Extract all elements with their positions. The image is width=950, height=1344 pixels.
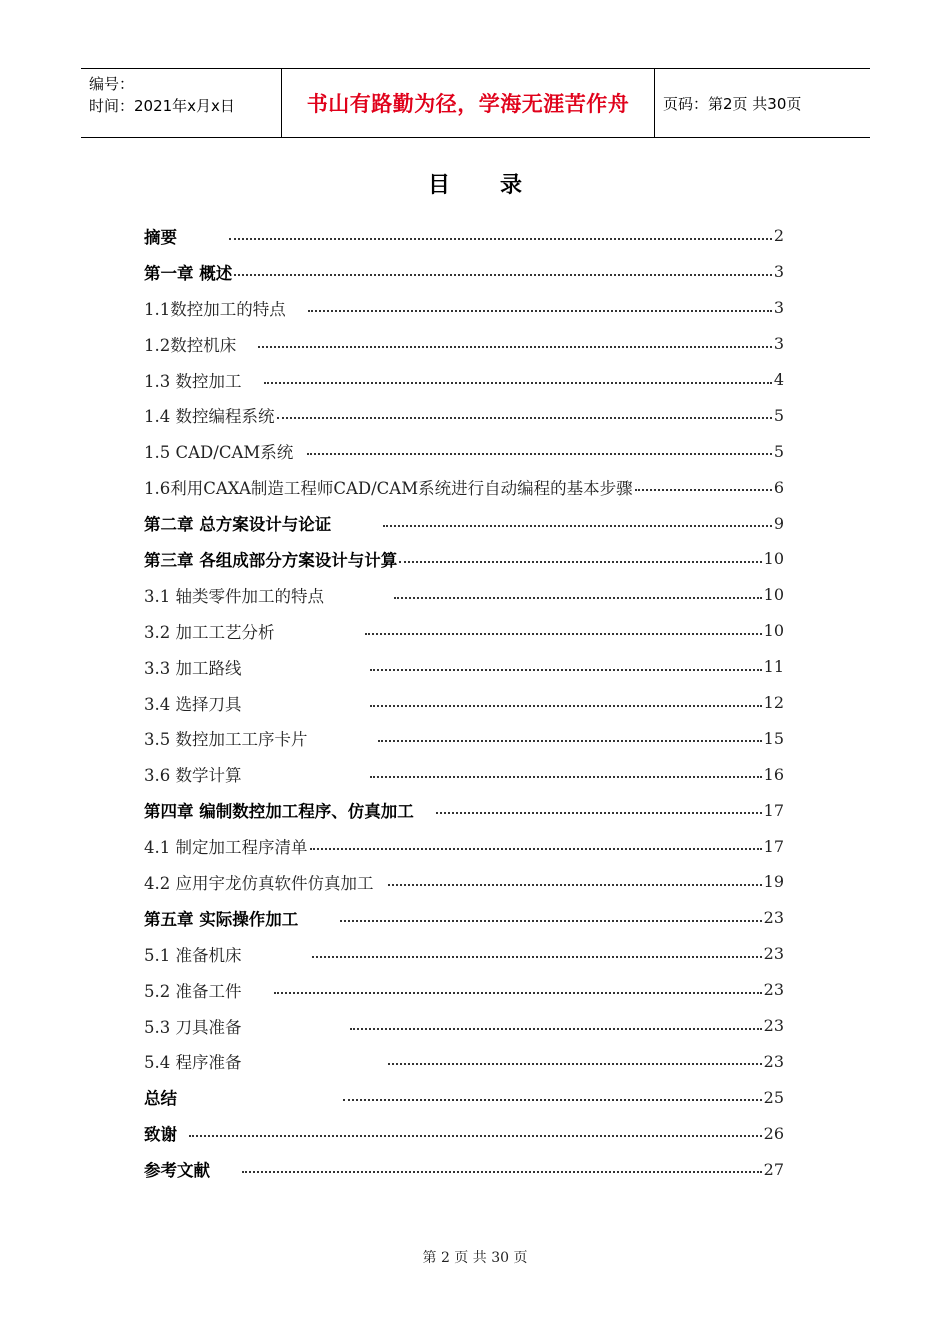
toc-entry-label: 第四章 编制数控加工程序、仿真加工 — [144, 802, 414, 822]
toc-entry-label: 5.2 准备工件 — [144, 981, 242, 1001]
toc-dot-leader — [307, 453, 772, 455]
toc-dot-leader — [370, 705, 762, 707]
toc-entry[interactable] — [144, 900, 784, 936]
toc-entry-label: 致谢 — [144, 1125, 177, 1145]
toc-entry-label: 参考文献 — [144, 1161, 210, 1181]
toc-entry-page: 9 — [773, 513, 784, 533]
toc-entry-label: 第一章 概述 — [144, 263, 233, 283]
table-of-contents — [144, 218, 784, 1187]
toc-entry-label: 3.5 数控加工工序卡片 — [144, 730, 308, 750]
toc-entry-label: 3.6 数学计算 — [144, 766, 242, 786]
toc-entry-page: 25 — [763, 1087, 784, 1107]
toc-entry-page: 23 — [763, 944, 784, 964]
toc-entry-page: 19 — [763, 872, 784, 892]
toc-entry-page: 10 — [763, 621, 784, 641]
toc-dot-leader — [310, 848, 762, 850]
toc-entry-page: 5 — [773, 441, 784, 461]
toc-entry-page: 27 — [763, 1159, 784, 1179]
toc-dot-leader — [343, 1099, 762, 1101]
toc-entry-label: 1.4 数控编程系统 — [144, 407, 275, 427]
toc-dot-leader — [378, 740, 762, 742]
toc-dot-leader — [436, 812, 762, 814]
toc-entry-label: 5.4 程序准备 — [144, 1053, 242, 1073]
header-meta — [89, 73, 279, 117]
toc-dot-leader — [370, 669, 762, 671]
toc-entry[interactable] — [144, 720, 784, 756]
toc-dot-leader — [242, 1171, 762, 1173]
toc-entry[interactable] — [144, 469, 784, 505]
toc-entry-label: 3.1 轴类零件加工的特点 — [144, 586, 324, 606]
toc-entry-page: 23 — [763, 908, 784, 928]
toc-entry-page: 16 — [763, 764, 784, 784]
toc-entry-label: 5.1 准备机床 — [144, 945, 242, 965]
toc-entry-label: 1.3 数控加工 — [144, 371, 242, 391]
toc-entry-page: 26 — [763, 1123, 784, 1143]
toc-entry-label: 4.1 制定加工程序清单 — [144, 838, 308, 858]
toc-entry[interactable] — [144, 1079, 784, 1115]
toc-entry[interactable] — [144, 613, 784, 649]
toc-entry-label: 1.1数控加工的特点 — [144, 299, 286, 319]
toc-entry[interactable] — [144, 541, 784, 577]
toc-entry[interactable] — [144, 433, 784, 469]
toc-entry[interactable] — [144, 1008, 784, 1044]
toc-entry-page: 3 — [773, 334, 784, 354]
toc-dot-leader — [258, 346, 772, 348]
toc-entry-label: 3.4 选择刀具 — [144, 694, 242, 714]
toc-entry[interactable] — [144, 972, 784, 1008]
toc-dot-leader — [388, 884, 762, 886]
toc-entry[interactable] — [144, 254, 784, 290]
toc-entry-page: 3 — [773, 262, 784, 282]
toc-dot-leader — [312, 956, 762, 958]
toc-entry[interactable] — [144, 290, 784, 326]
toc-entry-label: 1.5 CAD/CAM系统 — [144, 443, 294, 463]
toc-entry[interactable] — [144, 649, 784, 685]
page-header — [81, 68, 870, 138]
toc-dot-leader — [189, 1135, 762, 1137]
toc-entry-page: 23 — [763, 980, 784, 1000]
toc-entry[interactable] — [144, 756, 784, 792]
toc-entry[interactable] — [144, 1115, 784, 1151]
toc-entry-label: 4.2 应用宇龙仿真软件仿真加工 — [144, 873, 374, 893]
toc-entry[interactable] — [144, 828, 784, 864]
toc-entry[interactable] — [144, 505, 784, 541]
toc-entry-page: 23 — [763, 1016, 784, 1036]
toc-entry[interactable] — [144, 792, 784, 828]
toc-entry-page: 23 — [763, 1051, 784, 1071]
toc-entry-page: 10 — [763, 585, 784, 605]
toc-dot-leader — [370, 776, 762, 778]
toc-entry-page: 4 — [773, 370, 784, 389]
toc-entry[interactable] — [144, 1043, 784, 1079]
toc-entry-label: 总结 — [144, 1089, 177, 1109]
toc-entry-label: 第二章 总方案设计与论证 — [144, 515, 332, 535]
toc-dot-leader — [277, 417, 772, 419]
toc-entry-page: 12 — [763, 693, 784, 713]
toc-entry-label: 5.3 刀具准备 — [144, 1017, 242, 1037]
toc-dot-leader — [635, 489, 772, 491]
toc-entry-page: 2 — [773, 226, 784, 246]
toc-entry-label: 1.2数控机床 — [144, 335, 237, 355]
toc-entry-label: 摘要 — [144, 227, 177, 247]
toc-entry[interactable] — [144, 577, 784, 613]
toc-dot-leader — [229, 238, 772, 240]
toc-entry-page: 10 — [763, 549, 784, 569]
toc-entry[interactable] — [144, 1151, 784, 1187]
toc-entry-page: 6 — [773, 477, 784, 497]
toc-entry-page: 17 — [763, 836, 784, 856]
toc-dot-leader — [365, 633, 762, 635]
toc-dot-leader — [388, 1063, 762, 1065]
toc-entry[interactable] — [144, 397, 784, 433]
toc-dot-leader — [399, 561, 761, 563]
toc-title: 目录 — [427, 172, 572, 198]
toc-entry-label: 1.6利用CAXA制造工程师CAD/CAM系统进行自动编程的基本步骤 — [144, 479, 633, 499]
toc-dot-leader — [308, 310, 772, 312]
toc-entry-label: 第五章 实际操作加工 — [144, 909, 299, 929]
time-label: 时间：2021年x月x日 — [89, 97, 235, 115]
toc-entry-page: 3 — [773, 298, 784, 318]
toc-entry-label: 第三章 各组成部分方案设计与计算 — [144, 550, 398, 570]
toc-entry-page: 11 — [763, 657, 784, 677]
toc-entry[interactable] — [144, 864, 784, 900]
toc-entry-label: 3.2 加工工艺分析 — [144, 622, 275, 642]
toc-entry-label: 3.3 加工路线 — [144, 658, 242, 678]
header-page-info: 页码：第2页 共30页 — [663, 94, 802, 113]
toc-dot-leader — [383, 525, 772, 527]
toc-entry-page: 5 — [773, 405, 784, 425]
toc-entry[interactable] — [144, 685, 784, 721]
page-footer: 第 2 页 共 30 页 — [422, 1250, 528, 1266]
toc-entry[interactable] — [144, 218, 784, 254]
toc-entry-page: 15 — [763, 728, 784, 748]
toc-dot-leader — [234, 274, 772, 276]
header-motto: 书山有路勤为径，学海无涯苦作舟 — [281, 69, 655, 137]
toc-dot-leader — [394, 597, 762, 599]
toc-entry[interactable] — [144, 326, 784, 362]
toc-dot-leader — [340, 920, 761, 922]
toc-dot-leader — [274, 992, 762, 994]
toc-entry[interactable] — [144, 362, 784, 398]
number-label: 编号： — [89, 75, 135, 93]
toc-entry-page: 17 — [763, 800, 784, 820]
toc-dot-leader — [350, 1028, 762, 1030]
toc-entry[interactable] — [144, 936, 784, 972]
toc-dot-leader — [264, 382, 772, 384]
